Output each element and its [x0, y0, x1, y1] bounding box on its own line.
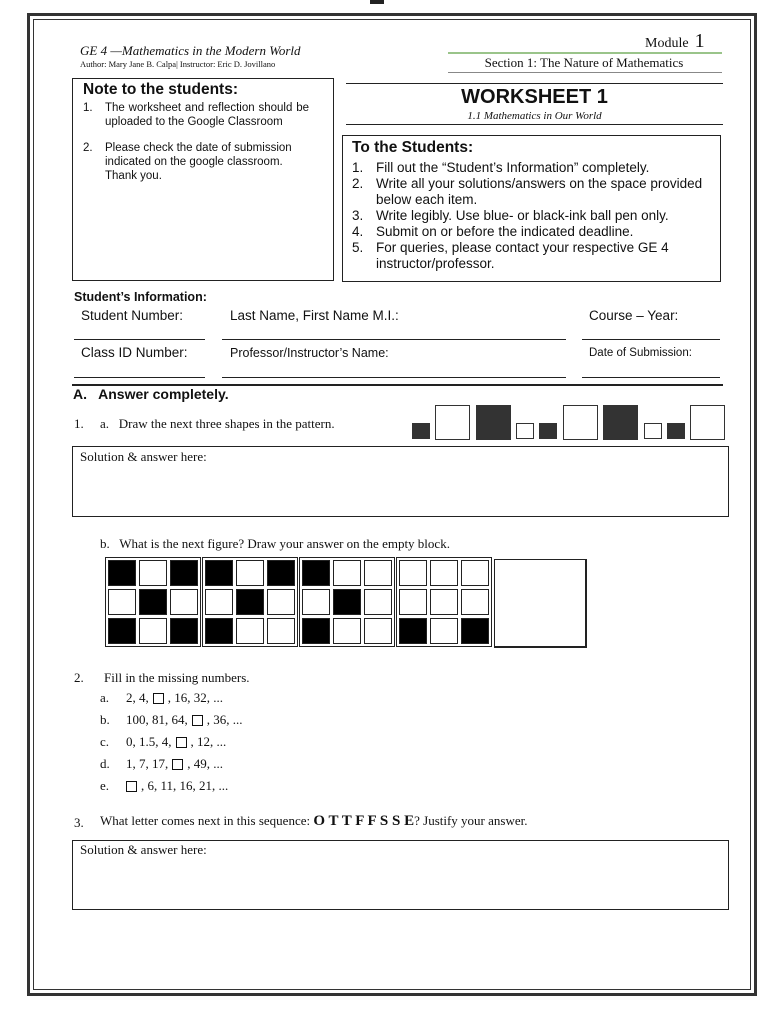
grid-cell [108, 618, 136, 644]
page-top-mark [370, 0, 384, 4]
q3-prefix: What letter comes next in this sequence: [100, 813, 314, 828]
section-rule-bottom [448, 72, 722, 73]
grid-cell [267, 560, 295, 586]
grid-cell [461, 618, 489, 644]
pattern-shape [690, 405, 725, 440]
grid-cell [302, 589, 330, 615]
grid-cell [205, 618, 233, 644]
title-rule-top [346, 83, 723, 84]
professor-label: Professor/Instructor’s Name: [230, 346, 389, 360]
sequence-before: 1, 7, 17, [126, 756, 169, 771]
instruction-item [352, 176, 712, 208]
q1a-question: a. Draw the next three shapes in the pattern. [100, 416, 335, 431]
name-field[interactable] [222, 339, 566, 340]
sequence-label: a. [100, 690, 110, 705]
instruction-item [352, 208, 712, 224]
instruction-item [352, 160, 712, 176]
grid-cell [302, 618, 330, 644]
class-id-field[interactable] [74, 377, 205, 378]
author-line: Author: Mary Jane B. Calpa| Instructor: Eric D. Jovillano [80, 59, 276, 69]
grid-cell [236, 618, 264, 644]
student-number-label: Student Number: [81, 308, 184, 323]
class-id-label: Class ID Number: [81, 345, 188, 360]
grid-cell [302, 560, 330, 586]
note-item [83, 101, 309, 129]
sequence-a [100, 690, 223, 706]
grid-cell [139, 618, 167, 644]
grid-cell [333, 618, 361, 644]
solution-label: Solution & answer here: [80, 842, 207, 857]
grid-cell [108, 589, 136, 615]
figure-1 [105, 557, 201, 647]
instruction-text: Fill out the “Student’s Information” completely. [376, 160, 650, 175]
grid-cell [364, 560, 392, 586]
pattern-shape [516, 423, 534, 439]
pattern-shape [539, 423, 557, 439]
grid-cell [236, 560, 264, 586]
instruction-text: Write all your solutions/answers on the space provided below each item. [376, 176, 703, 207]
note-item-number: 1. [83, 102, 93, 114]
q1-number: 1. [74, 416, 84, 431]
note-list [83, 101, 309, 183]
grid-cell [364, 589, 392, 615]
title-rule-bottom [346, 124, 723, 125]
grid-cell [108, 560, 136, 586]
date-label: Date of Submission: [589, 347, 692, 359]
instruction-number: 3. [352, 208, 364, 223]
grid-cell [364, 618, 392, 644]
note-item-number: 2. [83, 142, 93, 154]
professor-field[interactable] [222, 377, 566, 378]
grid-cell [399, 560, 427, 586]
sequence-after: , 49, ... [187, 756, 223, 771]
to-students-box [342, 135, 721, 282]
instruction-number: 1. [352, 160, 364, 175]
sequence-before: 2, 4, [126, 690, 149, 705]
sequence-after: , 36, ... [206, 712, 243, 727]
q1a-answer-box[interactable] [72, 446, 729, 517]
grid-cell [139, 589, 167, 615]
figure-4 [396, 557, 492, 647]
sequence-after: , 16, 32, ... [167, 690, 223, 705]
module-number: 1 [694, 30, 705, 52]
module-label [645, 30, 705, 53]
grid-cell [430, 589, 458, 615]
q3-question [100, 813, 527, 830]
sequence-after: , 12, ... [190, 734, 227, 749]
note-item [83, 141, 309, 183]
sequence-c [100, 734, 226, 750]
pattern-shape [563, 405, 598, 440]
blank-box[interactable] [176, 737, 187, 748]
note-title: Note to the students: [83, 81, 238, 98]
course-title: GE 4 —Mathematics in the Modern World [80, 43, 301, 58]
note-box [72, 78, 334, 281]
q2-question: Fill in the missing numbers. [104, 670, 250, 685]
grid-cell [399, 589, 427, 615]
pattern-shape [412, 423, 430, 439]
sequence-after: , 6, 11, 16, 21, ... [141, 778, 229, 793]
grid-cell [430, 618, 458, 644]
pattern-shape [667, 423, 685, 439]
section-a-title: A. Answer completely. [73, 386, 229, 402]
pattern-shape [603, 405, 638, 440]
sequence-b [100, 712, 243, 728]
sequence-label: d. [100, 756, 110, 771]
grid-cell [139, 560, 167, 586]
worksheet-title: WORKSHEET 1 [461, 86, 608, 108]
name-label: Last Name, First Name M.I.: [230, 308, 399, 323]
student-info-title: Student’s Information: [74, 290, 207, 304]
grid-cell [333, 589, 361, 615]
grid-cell [170, 589, 198, 615]
instruction-text: For queries, please contact your respective GE 4 instructor/professor. [376, 240, 669, 271]
q3-suffix: ? Justify your answer. [414, 813, 528, 828]
q1b-question: b. What is the next figure? Draw your answer on the empty block. [100, 536, 450, 551]
sequence-before: 100, 81, 64, [126, 712, 188, 727]
instruction-text: Submit on or before the indicated deadline. [376, 224, 634, 239]
grid-cell [267, 618, 295, 644]
instruction-item [352, 224, 712, 240]
student-number-field[interactable] [74, 339, 205, 340]
to-students-list [352, 160, 712, 272]
grid-cell [205, 589, 233, 615]
q2-number: 2. [74, 670, 84, 685]
grid-cell [170, 618, 198, 644]
module-word: Module [645, 36, 689, 51]
grid-cell [205, 560, 233, 586]
pattern-shape [476, 405, 511, 440]
sequence-label: e. [100, 778, 110, 793]
note-item-text: Please check the date of submission indicated on the google classroom. Thank you. [105, 142, 292, 182]
to-students-title: To the Students: [352, 139, 474, 156]
grid-cell [461, 589, 489, 615]
section-rule-green [448, 52, 722, 54]
course-year-field[interactable] [582, 339, 720, 340]
section-title: Section 1: The Nature of Mathematics [484, 55, 684, 70]
grid-cell [236, 589, 264, 615]
pattern-shape [435, 405, 470, 440]
course-year-label: Course – Year: [589, 308, 679, 323]
blank-box[interactable] [126, 781, 137, 792]
solution-label: Solution & answer here: [80, 449, 207, 464]
q3-sequence: O T T F F S S E [313, 813, 415, 829]
q3-answer-box[interactable] [72, 840, 729, 910]
note-item-text: The worksheet and reflection should be uploaded to the Google Classroom [105, 102, 309, 128]
sequence-before: 0, 1.5, 4, [126, 734, 172, 749]
blank-box[interactable] [192, 715, 203, 726]
instruction-number: 4. [352, 224, 364, 239]
pattern-shape [644, 423, 662, 439]
grid-cell [399, 618, 427, 644]
grid-cell [333, 560, 361, 586]
sequence-e [100, 778, 228, 794]
instruction-number: 2. [352, 176, 364, 191]
instruction-number: 5. [352, 240, 364, 255]
sequence-label: c. [100, 734, 110, 749]
grid-cell [267, 589, 295, 615]
figure-2 [202, 557, 298, 647]
blank-box[interactable] [153, 693, 164, 704]
figure-3 [299, 557, 395, 647]
worksheet-subtitle: 1.1 Mathematics in Our World [467, 110, 602, 122]
grid-cell [461, 560, 489, 586]
blank-box[interactable] [172, 759, 183, 770]
empty-answer-block[interactable] [494, 559, 587, 648]
instruction-item [352, 240, 712, 272]
sequence-label: b. [100, 712, 110, 727]
date-field[interactable] [582, 377, 720, 378]
sequence-d [100, 756, 223, 772]
instruction-text: Write legibly. Use blue- or black-ink ball pen only. [376, 208, 669, 223]
q3-number: 3. [74, 815, 84, 830]
grid-cell [170, 560, 198, 586]
grid-cell [430, 560, 458, 586]
